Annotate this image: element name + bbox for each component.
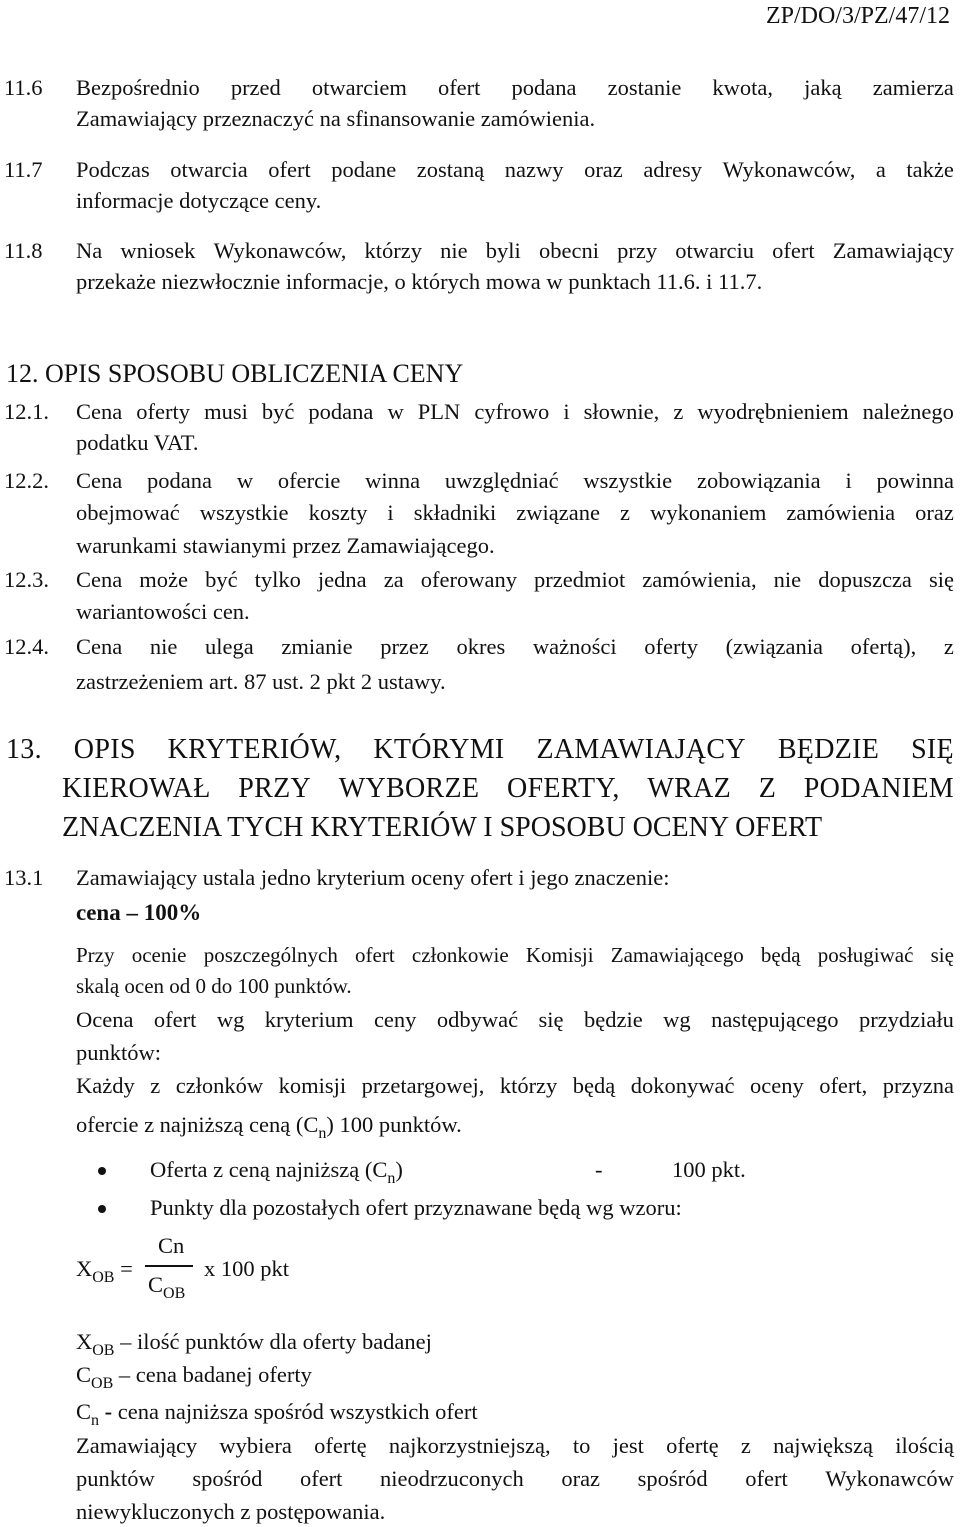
word: Wykonawców, [213, 238, 347, 263]
word: ofertą), [850, 634, 917, 659]
word: przedmiot [534, 567, 626, 592]
word: z [673, 399, 684, 424]
item-number: 13.1 [4, 865, 44, 890]
word: oraz [584, 157, 623, 182]
word: punktów [76, 1466, 155, 1491]
word: za [383, 567, 404, 592]
word: Bezpośrednio [76, 75, 200, 100]
word: otwarciu [675, 238, 754, 263]
word: wg [663, 1007, 691, 1032]
word: OPIS [73, 734, 136, 765]
word: największą [773, 1433, 874, 1458]
word: wykonaniem [650, 500, 767, 525]
word: oraz [915, 500, 954, 525]
word: przez [380, 634, 429, 659]
word: okres [456, 634, 506, 659]
word: BĘDZIE [777, 734, 880, 765]
word: SIĘ [911, 734, 954, 765]
word: podana [147, 468, 213, 493]
word: będą [572, 1073, 616, 1098]
word: adresy [643, 157, 703, 182]
word: z [943, 634, 954, 659]
word: kryterium [264, 1007, 354, 1032]
word: WYBORZE [338, 773, 480, 804]
word: KIEROWAŁ [62, 773, 211, 804]
word: ofertę [666, 1433, 719, 1458]
word: którzy [364, 238, 422, 263]
word: spośród [192, 1466, 263, 1491]
word: byli [485, 238, 521, 263]
word: Zamawiający [832, 238, 954, 263]
word: komisji [278, 1073, 347, 1098]
bullet-icon [98, 1205, 106, 1213]
word: przed [230, 75, 281, 100]
legend-row-xob: $X_{OB}$ – ilość punktów dla oferty badanej [76, 1329, 432, 1359]
section-13-heading-line-3: ZNACZENIA TYCH KRYTERIÓW I SPOSOBU OCENY OFERT [62, 812, 823, 843]
word: Cena [76, 634, 123, 659]
word: następującego [711, 1007, 839, 1032]
word: składniki [413, 500, 497, 525]
word: Na [76, 238, 103, 263]
word: Komisji [525, 943, 594, 967]
word: podane [331, 157, 397, 182]
word: zamierza [872, 75, 954, 100]
bullet-1-dash: - [595, 1157, 603, 1182]
word: winna [365, 468, 421, 493]
word: nie [149, 634, 178, 659]
word: Zamawiającego [610, 943, 744, 967]
word: OFERTY, [506, 773, 620, 804]
bullet-1-text: Oferta z ceną najniższą $(C_n)$ [150, 1157, 403, 1187]
item-12-2-line-1 [76, 466, 954, 496]
bullet-1-value: 100 pkt. [672, 1157, 746, 1182]
word: otwarcia [170, 157, 248, 182]
word: może [139, 567, 189, 592]
word: Cena [76, 567, 123, 592]
word: dokonywać [630, 1073, 735, 1098]
word: ofert [153, 1007, 197, 1032]
word: Z [758, 773, 777, 804]
word: PRZY [238, 773, 312, 804]
word: nieodrzuconych [380, 1466, 524, 1491]
item-number: 12.2. [4, 468, 49, 493]
section-13-heading-line-2 [62, 771, 954, 807]
word: powinna [876, 468, 954, 493]
word: ofert [355, 943, 395, 967]
word: członków [175, 1073, 264, 1098]
word: ofert [437, 75, 481, 100]
word: oferowany [420, 567, 517, 592]
item-number: 11.6 [4, 75, 43, 100]
word: zmianie [281, 634, 353, 659]
item-number: 11.8 [4, 238, 43, 263]
paragraph-2-line-2: punktów: [76, 1040, 162, 1065]
word: zamówienia, [642, 567, 757, 592]
legend-row-cob: $C_{OB}$ – cena badanej oferty [76, 1362, 312, 1392]
word: Zamawiający [76, 1433, 198, 1458]
word: i [387, 500, 394, 525]
section-13-heading-line-1 [6, 732, 954, 768]
word: także [906, 157, 954, 182]
item-11-6-line-1 [76, 73, 954, 103]
word: Cena [76, 468, 123, 493]
word: i [845, 468, 852, 493]
item-13-1-text: Zamawiający ustala jedno kryterium oceny ofert i jego znaczenie: [76, 865, 670, 890]
word: będą [760, 943, 801, 967]
item-11-8-line-2: przekaże niezwłocznie informacje, o których mowa w punktach 11.6. i 11.7. [76, 269, 763, 294]
word: ilością [895, 1433, 954, 1458]
word: uwzględniać [444, 468, 559, 493]
word: a [875, 157, 886, 182]
paragraph-4-line-1 [76, 1431, 954, 1461]
word: wg [216, 1007, 245, 1032]
word: to [572, 1433, 591, 1458]
item-12-1-line-2: podatku VAT. [76, 430, 199, 455]
word: obecni [538, 238, 599, 263]
word: jaką [804, 75, 842, 100]
word: ceny [373, 1007, 417, 1032]
word: należnego [862, 399, 954, 424]
word: musi [204, 399, 248, 424]
formula-denominator: $C_{OB}$ [148, 1272, 186, 1302]
word: wszystkie [583, 468, 673, 493]
word: otwarciem [311, 75, 407, 100]
word: być [205, 567, 238, 592]
word: nie [440, 238, 468, 263]
word: KTÓRYMI [373, 734, 505, 765]
word: jedna [317, 567, 367, 592]
document-id-header: ZP/DO/3/PZ/47/12 [765, 3, 950, 29]
item-11-8-line-1 [76, 236, 954, 266]
item-number: 11.7 [4, 157, 43, 182]
word: być [261, 399, 295, 424]
word: zostanie [607, 75, 682, 100]
word: kwota, [712, 75, 774, 100]
word: PLN [417, 399, 461, 424]
word: ofertę [314, 1433, 367, 1458]
item-number: 12.1. [4, 399, 49, 424]
word: ofercie [277, 468, 341, 493]
word: Wykonawców, [722, 157, 856, 182]
word: Przy [76, 943, 115, 967]
paragraph-4-line-2 [76, 1464, 954, 1494]
legend-row-cn: $C_n$ - cena najniższa spośród wszystkich ofert [76, 1399, 478, 1429]
word: się [930, 943, 954, 967]
paragraph-1-line-2: skalą ocen od 0 do 100 punktów. [76, 974, 352, 998]
word: jest [612, 1433, 644, 1458]
word: zobowiązania [696, 468, 821, 493]
item-11-6-line-2: Zamawiający przeznaczyć na sfinansowanie zamówienia. [76, 106, 596, 131]
word: tylko [254, 567, 301, 592]
word: nazwy [504, 157, 564, 182]
section-12-heading: 12. OPIS SPOSOBU OBLICZENIA CENY [6, 359, 464, 388]
word: przy [617, 238, 658, 263]
word: koszty [308, 500, 368, 525]
word: zostaną [416, 157, 485, 182]
word: zamówienia [786, 500, 896, 525]
word: posługiwać [817, 943, 914, 967]
word: Ocena [76, 1007, 134, 1032]
word: z [740, 1433, 751, 1458]
item-12-2-line-3: warunkami stawianymi przez Zamawiającego. [76, 533, 495, 558]
item-12-4-line-1 [76, 632, 954, 662]
item-12-4-line-2: zastrzeżeniem art. 87 ust. 2 pkt 2 ustawy. [76, 669, 446, 694]
word: ofert [299, 1466, 343, 1491]
word: którzy [499, 1073, 558, 1098]
word: wyodrębnieniem [697, 399, 849, 424]
item-12-1-line-1 [76, 397, 954, 427]
word: ofert [772, 238, 815, 263]
word: ulega [204, 634, 254, 659]
word: nie [773, 567, 802, 592]
bullet-2-text: Punkty dla pozostałych ofert przyznawane będą wg wzoru: [150, 1195, 682, 1220]
fraction-bar [145, 1265, 193, 1267]
word: się [538, 1007, 564, 1032]
word: będzie [583, 1007, 643, 1032]
formula-rhs: x 100 pkt [204, 1256, 290, 1281]
word: obejmować [76, 500, 180, 525]
word: dopuszcza [818, 567, 912, 592]
word: przyzna [882, 1073, 954, 1098]
word: przydziału [858, 1007, 954, 1032]
word: WRAZ [647, 773, 732, 804]
word: i [563, 399, 570, 424]
formula-numerator: Cn [158, 1233, 185, 1258]
word: ofert [268, 157, 311, 182]
word: ofert, [819, 1073, 868, 1098]
word: 13. [6, 734, 42, 765]
word: ofert [745, 1466, 788, 1491]
word: najkorzystniejszą, [388, 1433, 551, 1458]
word: wybiera [219, 1433, 292, 1458]
word: ocenie [131, 943, 187, 967]
word: oferty [644, 634, 698, 659]
item-12-3-line-1 [76, 565, 954, 595]
word: Podczas [76, 157, 150, 182]
item-12-3-line-2: wariantowości cen. [76, 599, 250, 624]
word: podana [511, 75, 577, 100]
word: oraz [561, 1466, 601, 1491]
word: członkowie [411, 943, 509, 967]
word: z [620, 500, 631, 525]
word: z [150, 1073, 161, 1098]
item-11-7-line-1 [76, 155, 954, 185]
word: KRYTERIÓW, [167, 734, 342, 765]
word: spośród [637, 1466, 708, 1491]
item-12-2-line-2 [76, 498, 954, 528]
word: Każdy [76, 1073, 135, 1098]
word: wniosek [120, 238, 196, 263]
word: (związania [725, 634, 824, 659]
word: podana [308, 399, 374, 424]
word: poszczególnych [203, 943, 338, 967]
paragraph-3-line-1 [76, 1071, 954, 1101]
item-number: 12.3. [4, 567, 49, 592]
item-number: 12.4. [4, 634, 49, 659]
word: w [236, 468, 254, 493]
word: cyfrowo [474, 399, 550, 424]
paragraph-3-line-2: ofercie z najniższą ceną $(C_n)$ 100 punktów. [76, 1112, 462, 1142]
item-11-7-line-2: informacje dotyczące ceny. [76, 188, 322, 213]
word: PODANIEM [803, 773, 954, 804]
paragraph-4-line-3: niewykluczonych z postępowania. [76, 1499, 386, 1524]
bullet-icon [98, 1167, 106, 1175]
paragraph-1-line-1 [76, 940, 954, 970]
word: ważności [532, 634, 617, 659]
word: odbywać [436, 1007, 519, 1032]
word: ZAMAWIAJĄCY [536, 734, 746, 765]
word: słownie, [583, 399, 660, 424]
formula-lhs: $X_{OB}$ = [76, 1256, 133, 1286]
word: oceny [749, 1073, 804, 1098]
word: Cena [76, 399, 123, 424]
word: związane [516, 500, 600, 525]
word: oferty [136, 399, 191, 424]
word: się [928, 567, 954, 592]
word: przetargowej, [361, 1073, 485, 1098]
word: Wykonawców [825, 1466, 954, 1491]
word: w [387, 399, 404, 424]
criterion-price-weight: cena – 100% [76, 900, 202, 925]
paragraph-2-line-1 [76, 1005, 954, 1035]
word: wszystkie [199, 500, 289, 525]
